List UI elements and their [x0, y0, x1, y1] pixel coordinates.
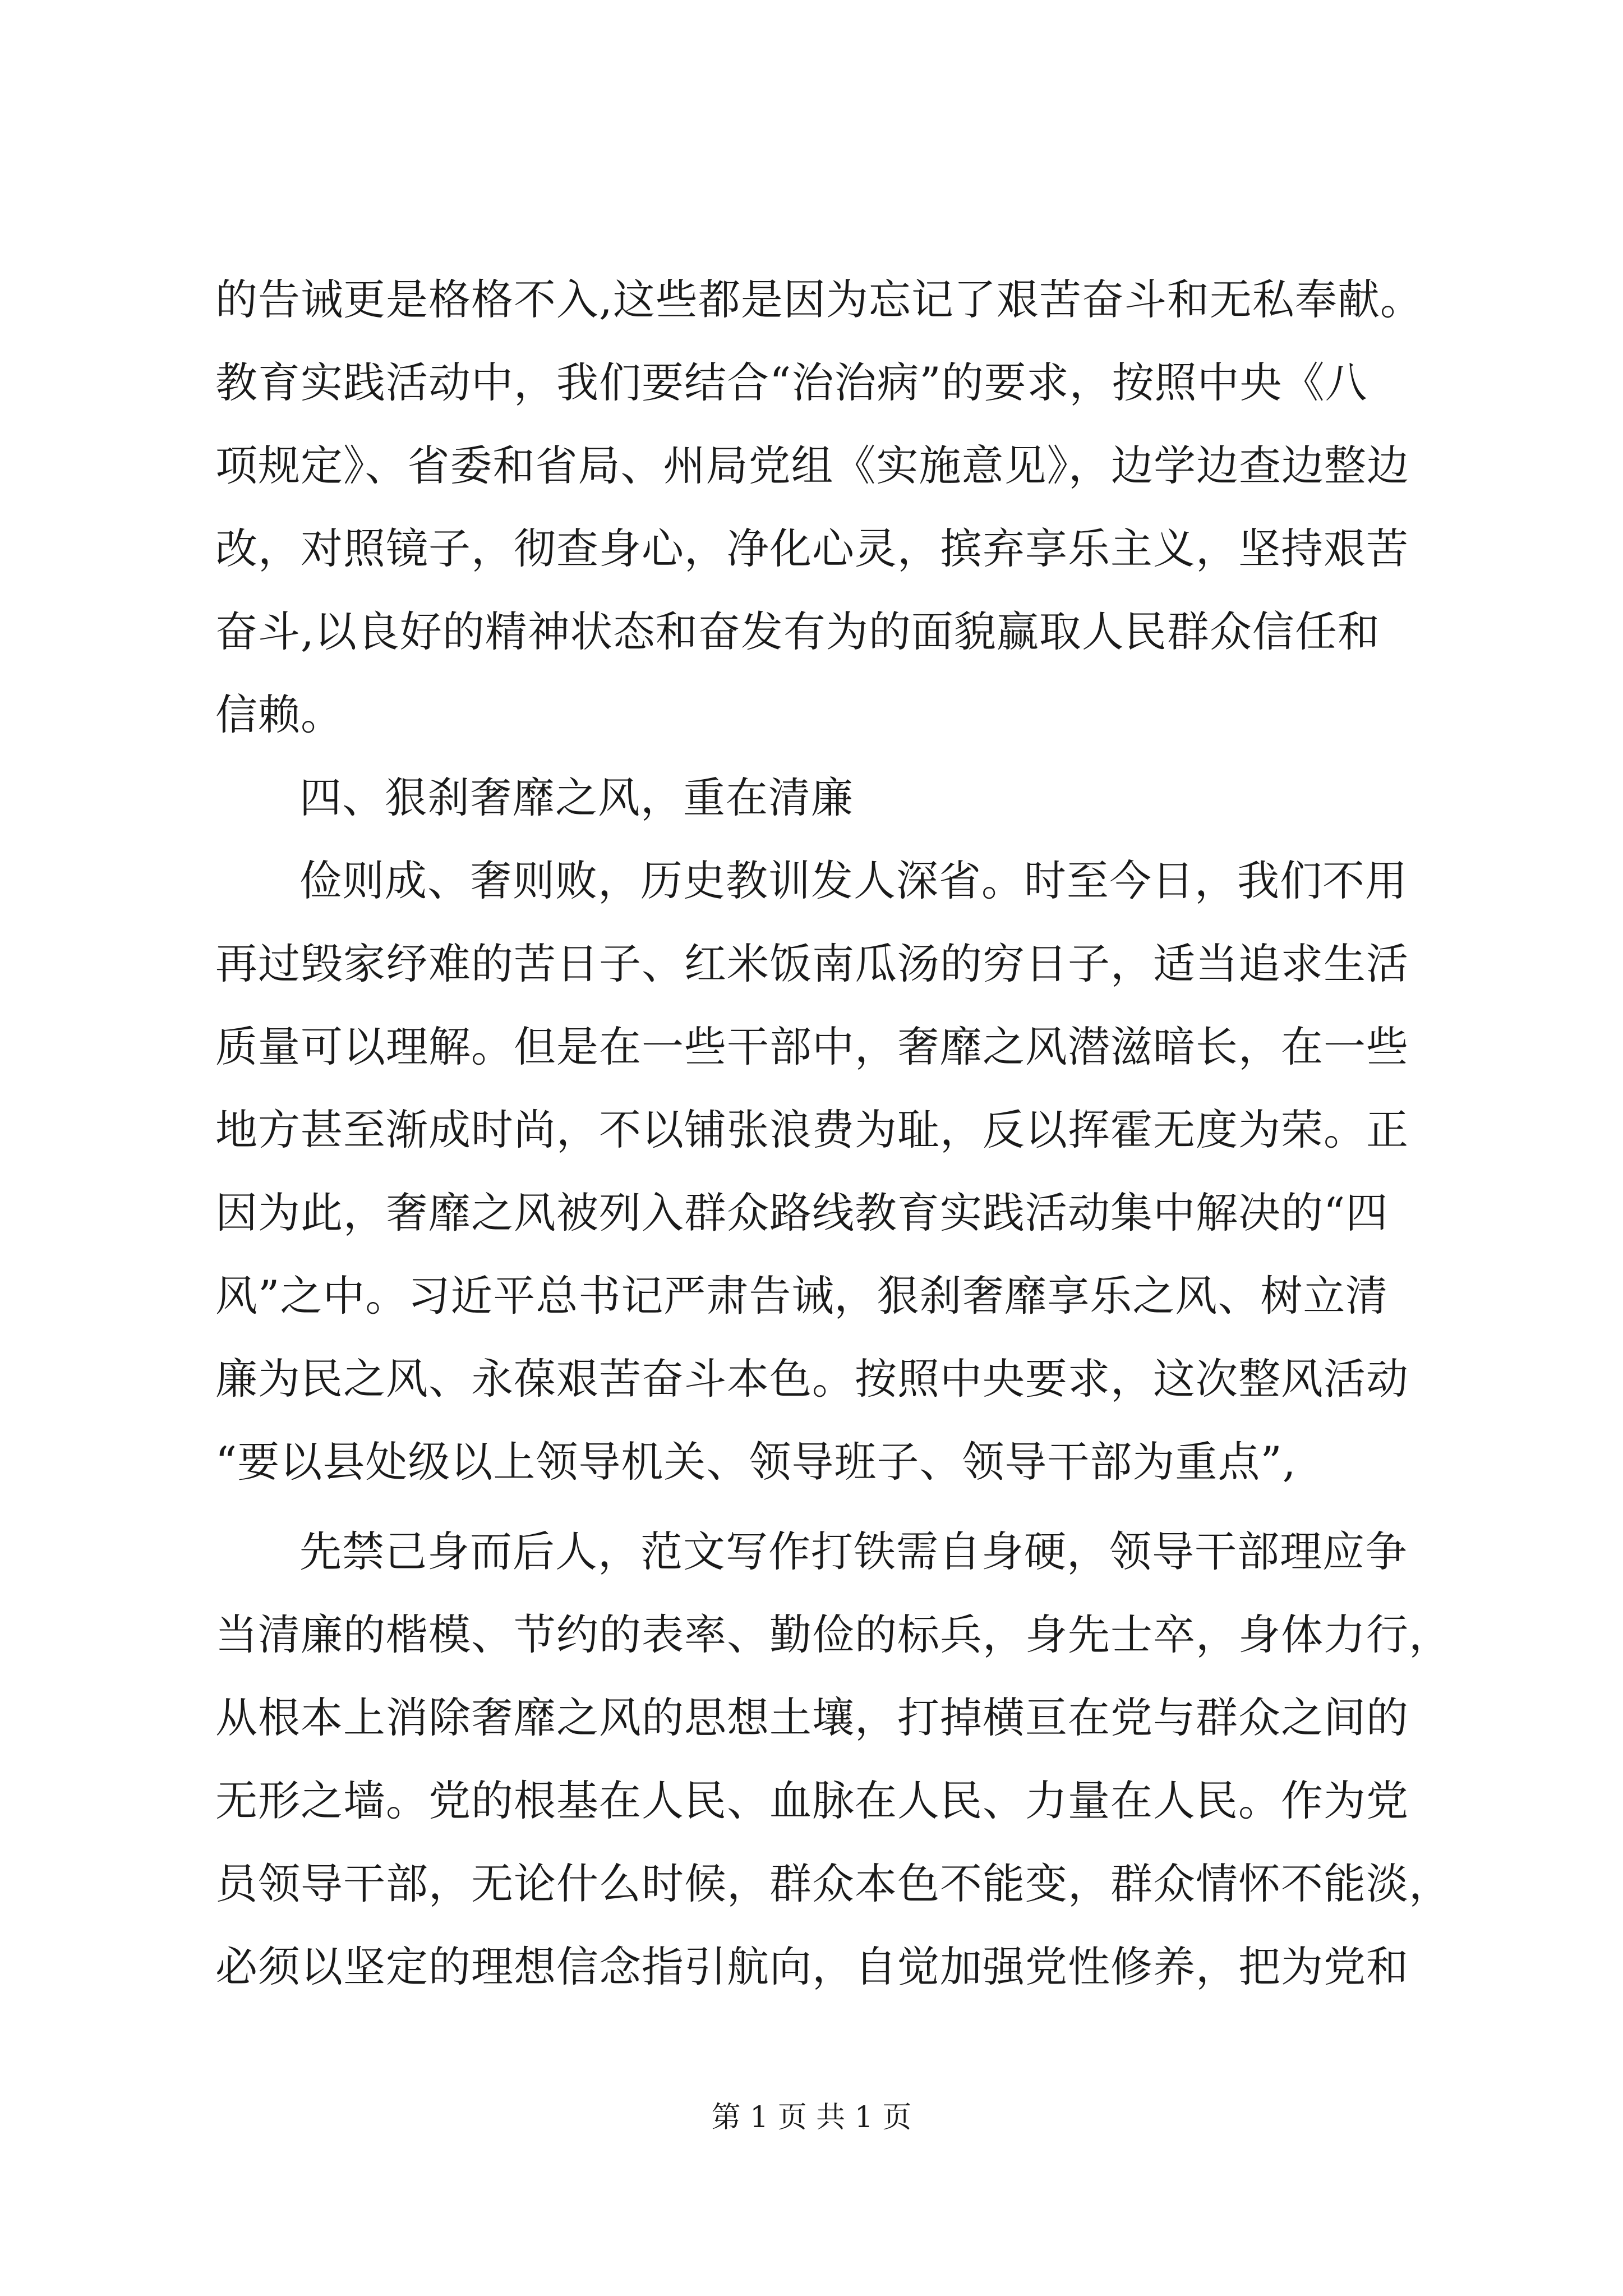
text-line: 地方甚至渐成时尚，不以铺张浪费为耻，反以挥霍无度为荣。正 — [215, 1105, 1409, 1154]
text-line: 教育实践活动中，我们要结合“治治病”的要求，按照中央《八 — [215, 358, 1368, 407]
text-line: 廉为民之风、永葆艰苦奋斗本色。按照中央要求，这次整风活动 — [215, 1354, 1409, 1404]
page-footer: 第 1 页 共 1 页 — [711, 2101, 912, 2134]
document-body — [215, 258, 1452, 2008]
text-line: 信赖。 — [215, 690, 344, 739]
paragraph-gap — [215, 1503, 1427, 1510]
text-line: 无形之墙。党的根基在人民、血脉在人民、力量在人民。作为党 — [215, 1776, 1409, 1825]
text-line: 员领导干部，无论什么时候，群众本色不能变，群众情怀不能淡， — [215, 1859, 1452, 1908]
text-line: 再过毁家纾难的苦日子、红米饭南瓜汤的穷日子，适当追求生活 — [215, 939, 1409, 988]
text-line: “要以县处级以上领导机关、领导班子、领导干部为重点”, — [215, 1437, 1297, 1487]
text-line: 项规定》、省委和省局、州局党组《实施意见》，边学边查边整边 — [215, 441, 1410, 490]
text-line: 奋斗,以良好的精神状态和奋发有为的面貌赢取人民群众信任和 — [215, 607, 1380, 656]
text-line: 当清廉的楷模、节约的表率、勤俭的标兵，身先士卒，身体力行， — [215, 1610, 1452, 1659]
paragraph-3 — [215, 1510, 1452, 2008]
text-line: 俭则成、奢则败，历史教训发人深省。时至今日，我们不用 — [299, 856, 1408, 905]
paragraph-2 — [215, 839, 1427, 1503]
text-line: 改，对照镜子，彻查身心，净化心灵，摈弃享乐主义，坚持艰苦 — [215, 524, 1409, 573]
text-line: 必须以坚定的理想信念指引航向，自觉加强党性修养，把为党和 — [215, 1942, 1409, 1991]
section-heading: 四、狠刹奢靡之风，重在清廉 — [299, 773, 854, 822]
text-line: 风”之中。习近平总书记严肃告诫，狠刹奢靡享乐之风、树立清 — [215, 1271, 1389, 1320]
text-line: 因为此，奢靡之风被列入群众路线教育实践活动集中解决的“四 — [215, 1188, 1389, 1237]
text-line: 的告诫更是格格不入,这些都是因为忘记了艰苦奋斗和无私奉献。 — [215, 275, 1423, 324]
text-line: 从根本上消除奢靡之风的思想土壤，打掉横亘在党与群众之间的 — [215, 1693, 1409, 1742]
paragraph-1 — [215, 258, 1427, 756]
text-line: 质量可以理解。但是在一些干部中，奢靡之风潜滋暗长，在一些 — [215, 1022, 1409, 1071]
text-line: 先禁己身而后人，范文写作打铁需自身硬，领导干部理应争 — [299, 1527, 1408, 1576]
